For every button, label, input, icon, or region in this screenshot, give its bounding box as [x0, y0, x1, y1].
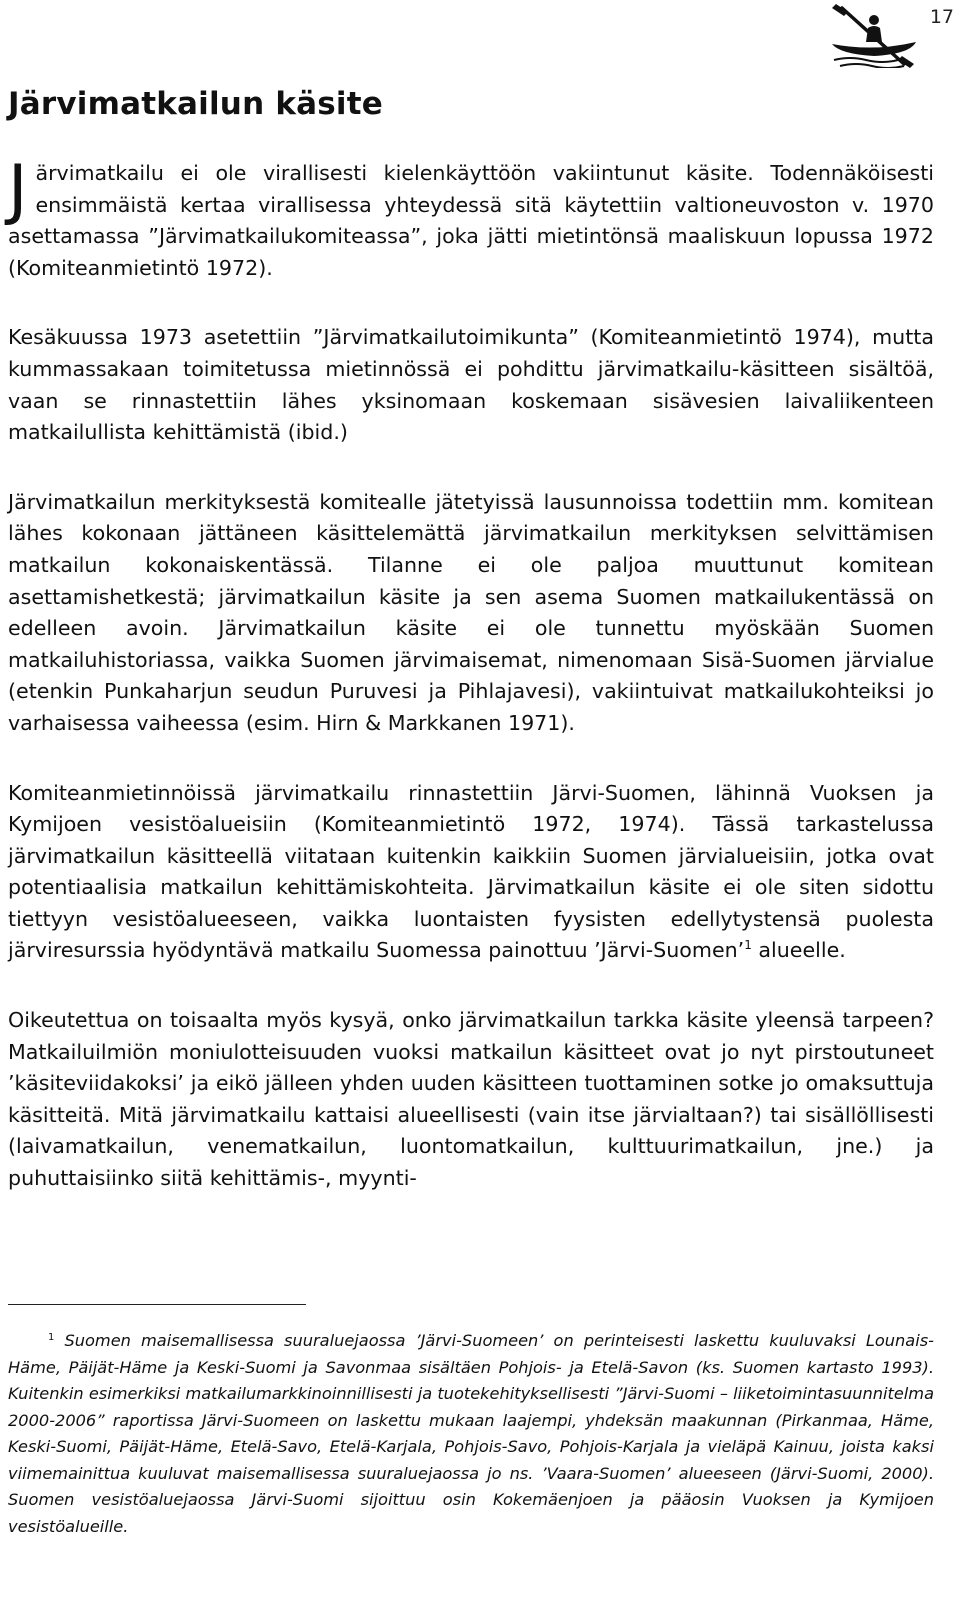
paragraph-4-end: alueelle. [751, 938, 846, 963]
paragraph-3: Järvimatkailun merkityksestä komitealle jätetyissä lausunnoissa todettiin mm. komitean lähes kokonaan jättäneen käsittelemättä järvimatkailun merkityksen selvittämisen matkailun kokonaiskentässä. Tilanne ei ole paljoa muuttunut komitean asettamishetkestä; järvimatkailun käsite ja sen asema Suomen matkailukentässä on edelleen avoin. Järvimatkailun käsite ei ole tunnettu myöskään Suomen matkailuhistoriassa, vaikka Suomen järvimaisemat, nimenomaan Sisä-Suomen järvialue (etenkin Punkaharjun seudun Puruvesi ja Pihlajavesi), vakiintuivat matkailukohteiksi jo varhaisessa vaiheessa (esim. Hirn & Markkanen 1971). [8, 489, 934, 735]
footnote-marker: 1 [48, 1332, 55, 1343]
paragraph-4 [8, 778, 934, 968]
page-header [820, 0, 960, 80]
paragraph-2: Kesäkuussa 1973 asetettiin ”Järvimatkailutoimikunta” (Komiteanmietintö 1974), mutta kummassakaan toimitetussa mietinnössä ei pohdittu järvimatkailu-käsitteen sisältöä, vaan se rinnastettiin lähes yksinomaan koskemaan sisävesien laivaliikenteen matkailullista kehittämistä (ibid.) [8, 325, 934, 445]
paragraph-1-text: ärvimatkailu ei ole virallisesti kielenkäyttöön vakiintunut käsite. Todennäköisesti ensimmäistä kertaa virallisessa yhteydessä sitä käytettiin valtioneuvoston v. 1970 asettamassa ”Järvimatkailukomiteassa”, joka jätti mietintönsä maaliskuun lopussa 1972 (Komiteanmietintö 1972). [8, 161, 934, 280]
paragraph-4-text: Komiteanmietinnöissä järvimatkailu rinnastettiin Järvi-Suomen, lähinnä Vuoksen ja Kymijoen vesistöalueisiin (Komiteanmietintö 1972, 1974). Tässä tarkastelussa järvimatkailun käsitteellä viitataan kuitenkin kaikkiin Suomen järvialueisiin, jotka ovat potentiaalisia matkailun kehittämiskohteita. Järvimatkailun käsite ei ole siten sidottu tiettyyn vesistöalueeseen, vaikka luontaisten fyysisten edellytystensä puolesta järviresurssia hyödyntävä matkailu Suomessa painottuu ’Järvi-Suomen’ [8, 780, 934, 963]
paragraph-1 [8, 151, 934, 284]
drop-cap: J [8, 151, 28, 228]
footnote [8, 1328, 934, 1540]
section-title: Järvimatkailun käsite [8, 86, 383, 122]
page-number: 17 [929, 6, 954, 28]
kayak-paddler-icon [830, 4, 916, 68]
footnote-reference[interactable]: 1 [744, 938, 752, 953]
footnote-divider [8, 1304, 306, 1305]
footnote-text: Suomen maisemallisessa suuraluejaossa ’Järvi-Suomeen’ on perinteisesti laskettu kuuluvaksi Lounais-Häme, Päijät-Häme ja Keski-Suomi ja Savonmaa sisältäen Pohjois- ja Etelä-Savon (ks. Suomen kartasto 1993). Kuitenkin esimerkiksi matkailumarkkinoinnillisesti ja tuotekehityksellisesti ”Järvi-Suomi – liiketoimintasuunnitelma 2000-2006” raportissa Järvi-Suomeen on laskettu mukaan laajempi, yhdeksän maakunnan (Pirkanmaa, Häme, Keski-Suomi, Päijät-Häme, Etelä-Savo, Etelä-Karjala, Pohjois-Savo, Pohjois-Karjala ja vieläpä Kainuu, joista kaksi viimemainittua kuuluvat maisemallisessa suuraluejaossa jo ns. ’Vaara-Suomen’ alueeseen (Järvi-Suomi, 2000). Suomen vesistöaluejaossa Järvi-Suomi sijoittuu osin Kokemäenjoen ja pääosin Vuoksen ja Kymijoen vesistöalueille. [8, 1331, 934, 1536]
body-text [8, 151, 934, 1233]
paragraph-5: Oikeutettua on toisaalta myös kysyä, onko järvimatkailun tarkka käsite yleensä tarpeen? Matkailuilmiön moniulotteisuuden vuoksi matkailun käsitteet ovat jo nyt pirstoutuneet ’käsiteviidakoksi’ ja eikö jälleen yhden uuden käsitteen tuottaminen sotke jo omaksuttuja käsitteitä. Mitä järvimatkailu kattaisi alueellisesti (vain itse järvialtaan?) tai sisällöllisesti (laivamatkailun, venematkailun, luontomatkailun, kulttuurimatkailun, jne.) ja puhuttaisiinko siitä kehittämis-, myynti- [8, 1008, 934, 1191]
